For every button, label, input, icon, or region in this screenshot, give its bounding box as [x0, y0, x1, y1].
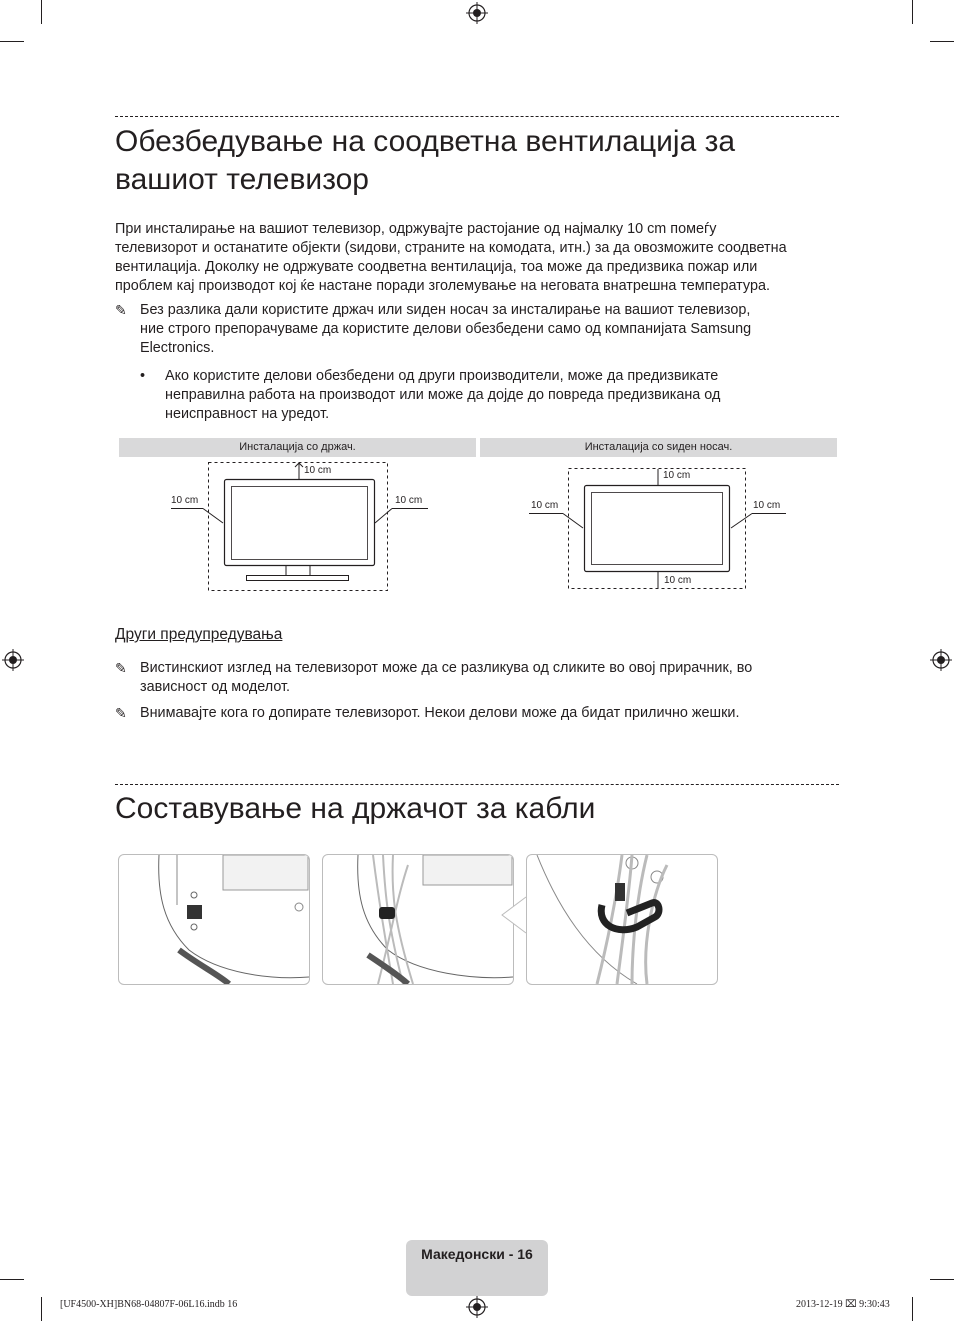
section-divider — [115, 784, 839, 785]
bullet-line: неправилна работа на производот или може да дојде до повреда предизвикана од — [165, 387, 721, 403]
note — [115, 704, 845, 723]
section-title — [115, 123, 735, 199]
crop-mark — [41, 0, 42, 24]
crop-mark — [912, 1297, 913, 1321]
bullet-line: Ако користите делови обезбедени од други производители, може да предизвикате — [165, 368, 719, 384]
crop-mark — [912, 0, 913, 24]
cable-holder-step-2-image — [322, 854, 514, 985]
page-number-label: Македонски - 16 — [421, 1246, 533, 1262]
note-line: Electronics. — [140, 340, 215, 356]
note — [115, 659, 845, 697]
stand-installation-diagram — [119, 457, 476, 592]
section-title-line: вашиот телевизор — [115, 163, 369, 196]
print-slug-left: [UF4500-XH]BN68-04807F-06L16.indb 16 — [60, 1299, 238, 1310]
cable-holder-step-1-image — [118, 854, 310, 985]
distance-label: 10 cm — [663, 470, 691, 481]
bullet-line: неисправност на уредот. — [165, 406, 330, 422]
section-title: Составување на држачот за кабли — [115, 792, 596, 825]
distance-label: 10 cm — [304, 465, 332, 476]
registration-mark-icon — [930, 649, 952, 671]
distance-label: 10 cm — [664, 575, 692, 586]
note-pencil-icon: ✎ — [115, 660, 127, 676]
distance-label: 10 cm — [531, 500, 559, 511]
subheading: Други предупредувања — [115, 626, 283, 643]
note — [115, 301, 845, 358]
distance-label: 10 cm — [171, 495, 199, 506]
note-line: Внимавајте кога го допирате телевизорот. Некои делови може да бидат прилично жешки. — [140, 705, 740, 721]
paragraph-line: проблем кај производот кој ќе настане поради зголемување на неговата внатрешна температура. — [115, 278, 770, 294]
crop-mark — [41, 1297, 42, 1321]
section-divider — [115, 116, 839, 117]
crop-mark — [0, 1279, 24, 1280]
paragraph-line: При инсталирање на вашиот телевизор, одржувајте растојание од најмалку 10 cm помеѓу — [115, 221, 717, 237]
registration-mark-icon — [466, 2, 488, 24]
crop-mark — [930, 41, 954, 42]
registration-mark-icon — [466, 1296, 488, 1318]
note-line: зависност од моделот. — [140, 679, 291, 695]
wall-mount-installation-diagram — [480, 457, 837, 592]
note-line: Без разлика дали користите држач или ѕиден носач за инсталирање на вашиот телевизор, — [140, 302, 751, 318]
note-pencil-icon: ✎ — [115, 302, 127, 318]
section-title-line: Обезбедување на соодветна вентилација за — [115, 125, 736, 158]
registration-mark-icon — [2, 649, 24, 671]
note-line: ние строго препорачуваме да користите делови обезбедени само од компанијата Samsung — [140, 321, 752, 337]
note-line: Вистинскиот изглед на телевизорот може да се разликува од сликите во овој прирачник, во — [140, 660, 753, 676]
crop-mark — [0, 41, 24, 42]
cable-holder-step-3-image — [526, 854, 718, 985]
crop-mark — [930, 1279, 954, 1280]
note-pencil-icon: ✎ — [115, 705, 127, 721]
bullet-item — [140, 367, 820, 424]
bullet-icon: • — [140, 368, 146, 384]
paragraph-line: телевизорот и останатите објекти (ѕидови, страните на комодата, итн.) за да овозможите соодветна — [115, 240, 787, 256]
ventilation-paragraph — [115, 220, 845, 296]
wall-figure-caption: Инсталација со ѕиден носач. — [480, 438, 837, 457]
distance-label: 10 cm — [753, 500, 781, 511]
distance-label: 10 cm — [395, 495, 423, 506]
paragraph-line: вентилација. Доколку не одржувате соодветна вентилација, тоа може да предизвика пожар или — [115, 259, 758, 275]
stand-figure-caption: Инсталација со држач. — [119, 438, 476, 457]
print-slug-right: 2013-12-19 ⌧ 9:30:43 — [796, 1299, 890, 1310]
